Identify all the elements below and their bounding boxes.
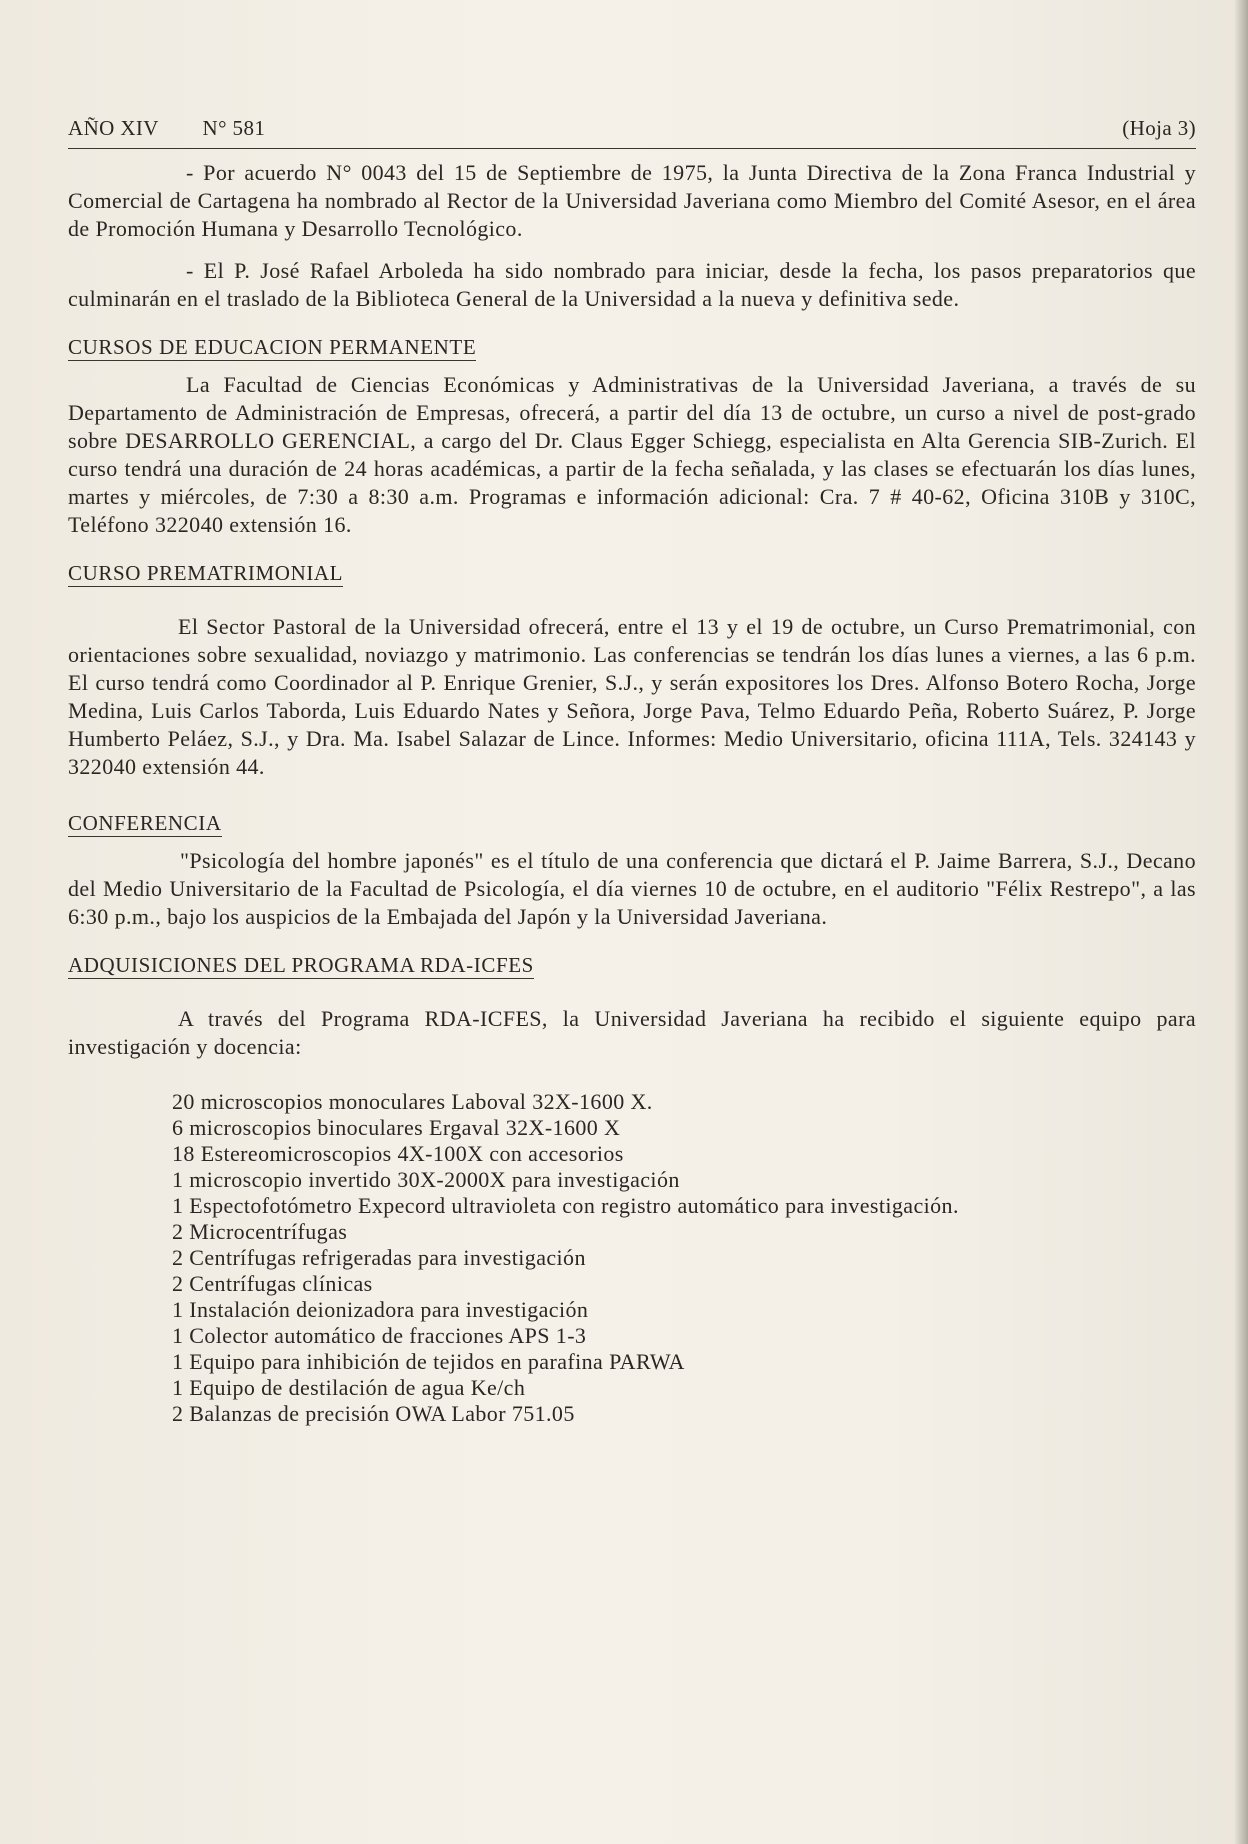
list-item: 1 Instalación deionizadora para investigación [172, 1297, 589, 1322]
section-body-cursos: La Facultad de Ciencias Económicas y Administrativas de la Universidad Javeriana, a través de su Departamento de Administración de Empresas, ofrecerá, a partir del día 13 de octubre, un curso a nivel de post-grado sobre DESARROLLO GERENCIAL, a cargo del Dr. Claus Egger Schiegg, especialista en Alta Gerencia SIB-Zurich. El curso tendrá una duración de 24 horas académicas, a partir de la fecha señalada, y las clases se efectuarán los días lunes, martes y miércoles, de 7:30 a 8:30 a.m. Programas e información adicional: Cra. 7 # 40-62, Oficina 310B y 310C, Teléfono 322040 extensión 16. [68, 372, 1196, 537]
section-title-adquisiciones: ADQUISICIONES DEL PROGRAMA RDA-ICFES [68, 953, 534, 977]
page-header [68, 114, 1196, 149]
list-item: 1 Colector automático de fracciones APS 1-3 [172, 1323, 587, 1348]
list-item: 2 Centrífugas refrigeradas para investigación [172, 1245, 586, 1270]
section-adquisiciones [68, 951, 1196, 1427]
section-title-conferencia: CONFERENCIA [68, 811, 222, 835]
list-item: 18 Estereomicroscopios 4X-100X con accesorios [172, 1141, 624, 1166]
section-title-prematrimonial: CURSO PREMATRIMONIAL [68, 561, 344, 585]
section-conferencia [68, 809, 1196, 931]
section-title-cursos: CURSOS DE EDUCACION PERMANENTE [68, 335, 477, 359]
header-year: AÑO XIV [68, 116, 159, 140]
header-number: N° 581 [202, 116, 266, 140]
list-item: 6 microscopios binoculares Ergaval 32X-1600 X [172, 1115, 621, 1140]
list-item: 1 Espectofotómetro Expecord ultravioleta con registro automático para investigación. [172, 1193, 959, 1218]
document-content [68, 114, 1196, 1427]
section-cursos [68, 333, 1196, 539]
list-item: 1 Equipo de destilación de agua Ke/ch [172, 1375, 526, 1400]
section-body-conferencia: "Psicología del hombre japonés" es el título de una conferencia que dictará el P. Jaime Barrera, S.J., Decano del Medio Universitario de la Facultad de Psicología, el día viernes 10 de octubre, en el auditorio "Félix Restrepo", a las 6:30 p.m., bajo los auspicios de la Embajada del Japón y la Universidad Javeriana. [68, 848, 1196, 929]
list-item: 1 microscopio invertido 30X-2000X para investigación [172, 1167, 680, 1192]
header-left [68, 114, 303, 142]
list-item: 2 Microcentrífugas [172, 1219, 348, 1244]
list-item: 2 Balanzas de precisión OWA Labor 751.05 [172, 1401, 575, 1426]
list-item: 20 microscopios monoculares Laboval 32X-1600 X. [172, 1089, 653, 1114]
section-prematrimonial [68, 559, 1196, 781]
header-sheet: (Hoja 3) [1122, 116, 1196, 140]
list-item: 1 Equipo para inhibición de tejidos en parafina PARWA [172, 1349, 685, 1374]
page-edge-shadow [1234, 0, 1248, 1844]
list-item: 2 Centrífugas clínicas [172, 1271, 373, 1296]
section-body-adquisiciones: A través del Programa RDA-ICFES, la Universidad Javeriana ha recibido el siguiente equipo para investigación y docencia: [68, 1006, 1196, 1059]
equipment-list [172, 1089, 1196, 1427]
intro-paragraph-2: - El P. José Rafael Arboleda ha sido nombrado para iniciar, desde la fecha, los pasos preparatorios que culminarán en el traslado de la Biblioteca General de la Universidad a la nueva y definitiva sede. [68, 258, 1196, 311]
section-body-prematrimonial: El Sector Pastoral de la Universidad ofrecerá, entre el 13 y el 19 de octubre, un Curso Prematrimonial, con orientaciones sobre sexualidad, noviazgo y matrimonio. Las conferencias se tendrán los días lunes a viernes, a las 6 p.m. El curso tendrá como Coordinador al P. Enrique Grenier, S.J., y serán expositores los Dres. Alfonso Botero Rocha, Jorge Medina, Luis Carlos Taborda, Luis Eduardo Nates y Señora, Jorge Pava, Telmo Eduardo Peña, Roberto Suárez, P. Jorge Humberto Peláez, S.J., y Dra. Ma. Isabel Salazar de Lince. Informes: Medio Universitario, oficina 111A, Tels. 324143 y 322040 extensión 44. [68, 614, 1196, 779]
intro-paragraph-1: - Por acuerdo N° 0043 del 15 de Septiembre de 1975, la Junta Directiva de la Zona Franca Industrial y Comercial de Cartagena ha nombrado al Rector de la Universidad Javeriana como Miembro del Comité Asesor, en el área de Promoción Humana y Desarrollo Tecnológico. [68, 160, 1196, 241]
